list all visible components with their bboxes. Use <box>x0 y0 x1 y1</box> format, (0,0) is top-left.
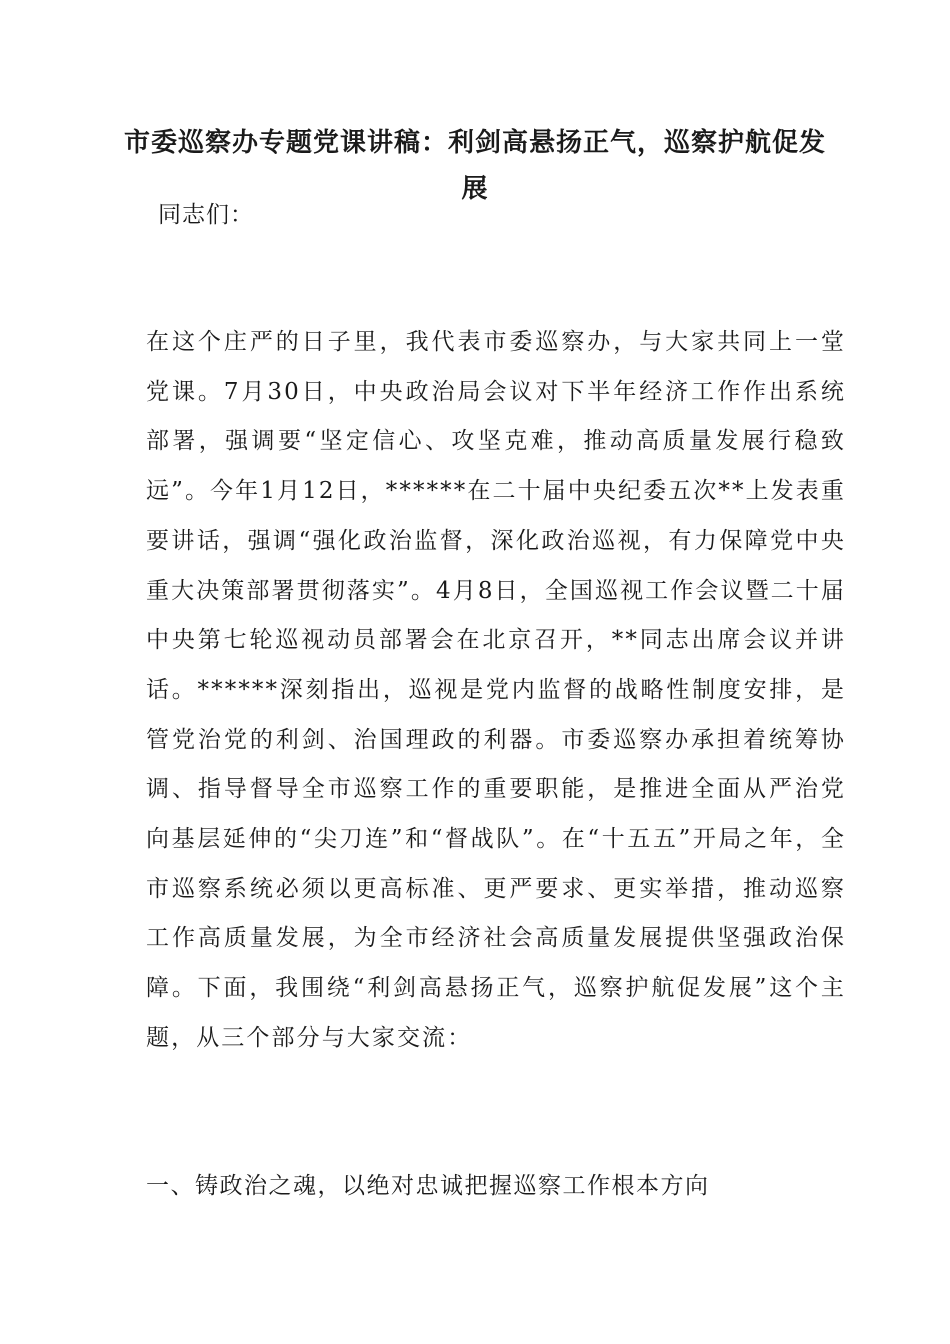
body-paragraph: 在这个庄严的日子里，我代表市委巡察办，与大家共同上一堂党课。7月30日，中央政治局会议对下半年经济工作作出系统部署，强调要“坚定信心、攻坚克难，推动高质量发展行稳致远”。今年1月12日，******在二十届中央纪委五次**上发表重要讲话，强调“强化政治监督，深化政治巡视，有力保障党中央重大决策部署贯彻落实”。4月8日，全国巡视工作会议暨二十届中央第七轮巡视动员部署会在北京召开，**同志出席会议并讲话。******深刻指出，巡视是党内监督的战略性制度安排，是管党治党的利剑、治国理政的利器。市委巡察办承担着统筹协调、指导督导全市巡察工作的重要职能，是推进全面从严治党向基层延伸的“尖刀连”和“督战队”。在“十五五”开局之年，全市巡察系统必须以更高标准、更严要求、更实举措，推动巡察工作高质量发展，为全市经济社会高质量发展提供坚强政治保障。下面，我围绕“利剑高悬扬正气，巡察护航促发展”这个主题，从三个部分与大家交流： <box>146 329 846 1051</box>
salutation: 同志们： <box>158 202 254 228</box>
document-title: 市委巡察办专题党课讲稿：利剑高悬扬正气，巡察护航促发展 <box>123 128 826 204</box>
section-heading: 一、铸政治之魂，以绝对忠诚把握巡察工作根本方向 <box>146 1173 710 1199</box>
